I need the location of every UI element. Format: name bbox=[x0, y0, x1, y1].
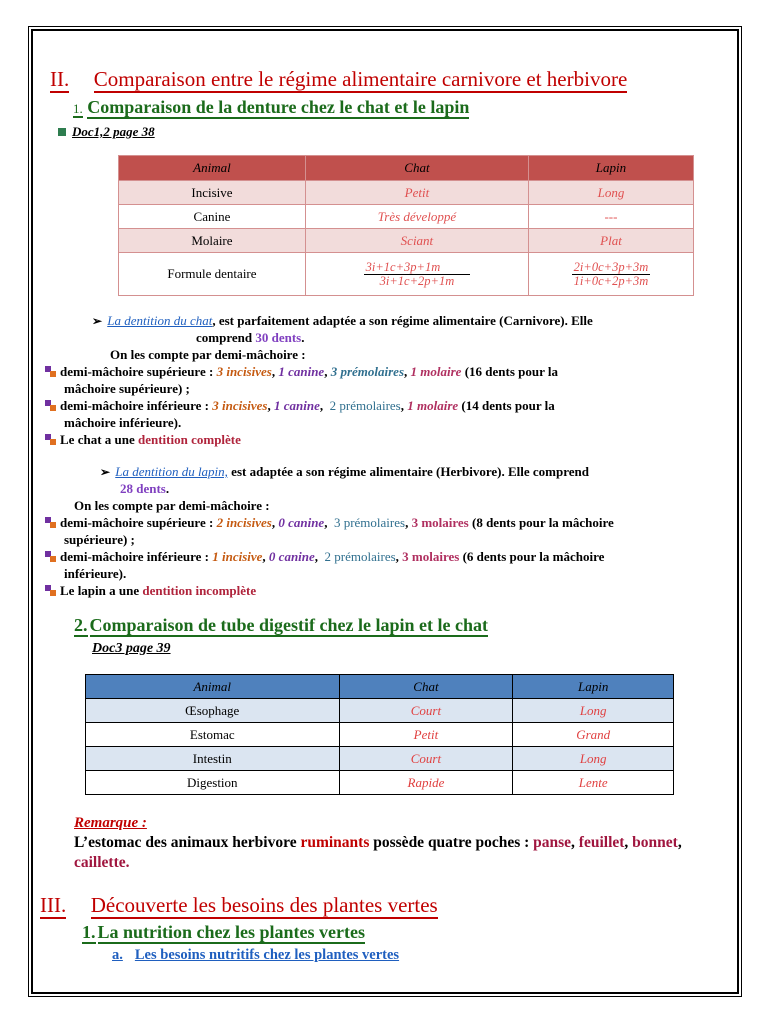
subsection-number: 2. bbox=[74, 615, 88, 635]
square-bullet-icon bbox=[58, 128, 66, 136]
hand-bullet-icon bbox=[45, 585, 56, 596]
lapin-inf-line: demi-mâchoire inférieure : 1 incisive, 0 canine, 2 prémolaires, 3 molaires (6 dents pour la mâchoire bbox=[45, 548, 735, 565]
hand-bullet-icon bbox=[45, 517, 56, 528]
section-number: III. bbox=[40, 893, 67, 917]
section-iii-subsection-1 bbox=[82, 922, 365, 943]
section-title: Comparaison entre le régime alimentaire carnivore et herbivore bbox=[93, 67, 628, 91]
header-cell: Chat bbox=[305, 156, 528, 181]
hand-bullet-icon bbox=[45, 366, 56, 377]
table-row bbox=[119, 205, 694, 229]
table-row bbox=[86, 699, 674, 723]
table-header-row bbox=[86, 675, 674, 699]
row-label: Digestion bbox=[86, 771, 340, 795]
chat-value: Petit bbox=[305, 181, 528, 205]
chat-value: Court bbox=[339, 699, 513, 723]
lapin-value: Plat bbox=[528, 229, 693, 253]
hand-bullet-icon bbox=[45, 400, 56, 411]
remark-label: Remarque : bbox=[74, 815, 147, 831]
lapin-value: Grand bbox=[513, 723, 674, 747]
subsection-title: La nutrition chez les plantes vertes bbox=[97, 922, 365, 942]
lapin-dentition-link[interactable]: La dentition du lapin, bbox=[115, 464, 228, 479]
doc-reference-2: Doc3 page 39 bbox=[92, 641, 171, 656]
subsection-number: 1. bbox=[82, 922, 96, 942]
chat-par-demi: On les compte par demi-mâchoire : bbox=[110, 347, 306, 362]
header-cell: Animal bbox=[119, 156, 306, 181]
chat-value: Petit bbox=[339, 723, 513, 747]
chat-value: Rapide bbox=[339, 771, 513, 795]
digestive-table bbox=[85, 674, 674, 795]
lapin-value: Long bbox=[513, 699, 674, 723]
lapin-value: Long bbox=[528, 181, 693, 205]
chat-value: Très développé bbox=[305, 205, 528, 229]
table-row bbox=[86, 771, 674, 795]
section-number: II. bbox=[50, 67, 70, 91]
lapin-conclusion: Le lapin a une dentition incomplète bbox=[45, 582, 256, 599]
dentition-table bbox=[118, 155, 694, 296]
section-iii-heading bbox=[40, 893, 438, 918]
lapin-sup-line-end: supérieure) ; bbox=[64, 532, 135, 547]
header-cell: Animal bbox=[86, 675, 340, 699]
row-label: Canine bbox=[119, 205, 306, 229]
arrow-bullet-icon: ➢ bbox=[92, 314, 103, 328]
lapin-value: Lente bbox=[513, 771, 674, 795]
lapin-dentition-intro: ➢ La dentition du lapin, est adaptée a son régime alimentaire (Herbivore). Elle comprend bbox=[100, 464, 589, 479]
chat-sup-line-end: mâchoire supérieure) ; bbox=[64, 381, 190, 396]
lapin-dentition-count: 28 dents. bbox=[120, 481, 170, 496]
row-label: Molaire bbox=[119, 229, 306, 253]
chat-dentition-link[interactable]: La dentition du chat bbox=[107, 313, 213, 328]
row-label: Incisive bbox=[119, 181, 306, 205]
table-row bbox=[86, 747, 674, 771]
chat-inf-line: demi-mâchoire inférieure : 3 incisives, 1 canine, 2 prémolaires, 1 molaire (14 dents pour la bbox=[45, 397, 725, 414]
section-iii-subsection-a: a. Les besoins nutritifs chez les plantes vertes bbox=[112, 947, 400, 963]
lapin-inf-line-end: inférieure). bbox=[64, 566, 127, 581]
table-row bbox=[119, 181, 694, 205]
row-label: Formule dentaire bbox=[119, 253, 306, 296]
lapin-value: Long bbox=[513, 747, 674, 771]
row-label: Intestin bbox=[86, 747, 340, 771]
subsection-title: Comparaison de la denture chez le chat et le lapin bbox=[87, 97, 470, 117]
table-header-row bbox=[119, 156, 694, 181]
subsection-2-heading bbox=[74, 615, 488, 636]
chat-dentition-intro: ➢ La dentition du chat, est parfaitement adaptée a son régime alimentaire (Carnivore). Elle bbox=[92, 313, 593, 328]
lapin-par-demi: On les compte par demi-mâchoire : bbox=[74, 498, 270, 513]
header-cell: Lapin bbox=[513, 675, 674, 699]
chat-sup-line: demi-mâchoire supérieure : 3 incisives, 1 canine, 3 prémolaires, 1 molaire (16 dents pour la bbox=[45, 363, 725, 380]
hand-bullet-icon bbox=[45, 434, 56, 445]
subsection-1-heading bbox=[73, 97, 469, 118]
remark-text: L’estomac des animaux herbivore ruminants possède quatre poches : panse, feuillet, bonnet, caillette. bbox=[74, 834, 682, 871]
chat-value: Sciant bbox=[305, 229, 528, 253]
lapin-sup-line: demi-mâchoire supérieure : 2 incisives, 0 canine, 3 prémolaires, 3 molaires (8 dents pour la mâchoire bbox=[45, 514, 735, 531]
table-row bbox=[119, 253, 694, 296]
arrow-bullet-icon: ➢ bbox=[100, 465, 111, 479]
chat-dentition-count: comprend 30 dents. bbox=[196, 330, 305, 345]
header-cell: Chat bbox=[339, 675, 513, 699]
row-label: Œsophage bbox=[86, 699, 340, 723]
row-label: Estomac bbox=[86, 723, 340, 747]
doc-reference-1: Doc1,2 page 38 bbox=[58, 124, 155, 140]
table-row bbox=[86, 723, 674, 747]
header-cell: Lapin bbox=[528, 156, 693, 181]
section-ii-heading bbox=[50, 67, 627, 92]
chat-value: Court bbox=[339, 747, 513, 771]
hand-bullet-icon bbox=[45, 551, 56, 562]
lapin-value: --- bbox=[528, 205, 693, 229]
subsection-title: Comparaison de tube digestif chez le lapin et le chat bbox=[89, 615, 488, 635]
subsection-number: 1. bbox=[73, 101, 83, 116]
table-row bbox=[119, 229, 694, 253]
chat-conclusion: Le chat a une dentition complète bbox=[45, 431, 241, 448]
section-title: Découverte les besoins des plantes vertes bbox=[90, 893, 438, 917]
chat-inf-line-end: mâchoire inférieure). bbox=[64, 415, 182, 430]
chat-formula: $\frac{3i+1c+3p+1m}{3i+1c+2p+1m}$ bbox=[305, 253, 528, 296]
lapin-formula: $\frac{2i+0c+3p+3m}{1i+0c+2p+3m}$ bbox=[528, 253, 693, 296]
